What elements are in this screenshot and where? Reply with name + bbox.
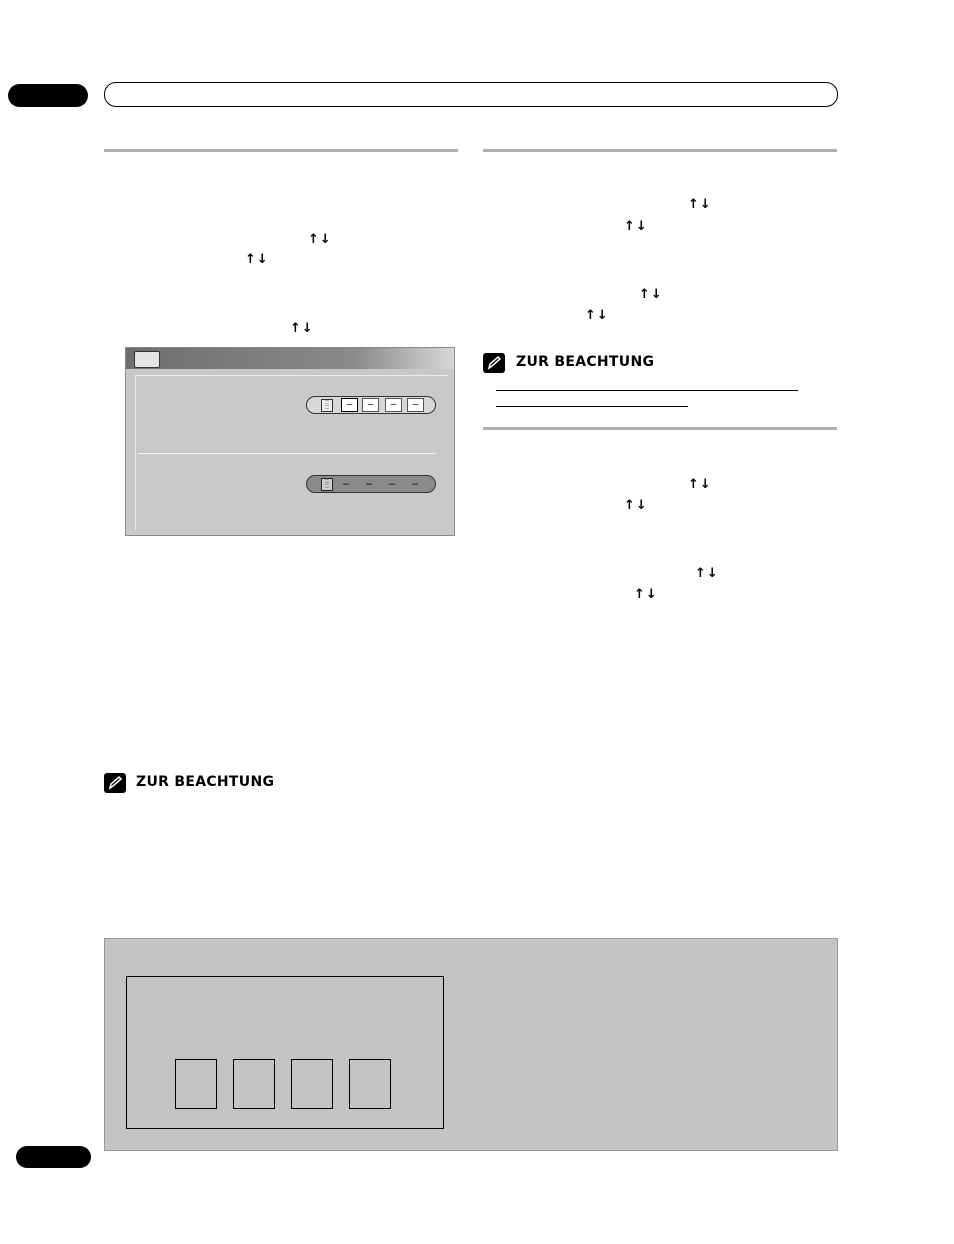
osd-divider [138, 453, 436, 454]
pencil-note-icon [104, 773, 126, 793]
code-digit-4: – [412, 478, 419, 490]
code-digit-4[interactable]: – [407, 398, 424, 412]
up-down-arrows-icon: ↑↓ [624, 219, 648, 234]
code-digit-2: – [366, 478, 373, 490]
code-digit-1: – [343, 478, 350, 490]
pencil-note-icon [483, 353, 505, 373]
code-digit-2[interactable]: – [362, 398, 379, 412]
memo-digit-box [291, 1059, 333, 1109]
memo-panel [104, 938, 838, 1151]
keypad-icon: :: :: [321, 399, 333, 412]
osd-title-bar [126, 348, 454, 369]
underline-link-2 [496, 406, 688, 407]
up-down-arrows-icon: ↑↓ [688, 197, 712, 212]
memo-digit-box [175, 1059, 217, 1109]
memo-digit-box [233, 1059, 275, 1109]
note-title: ZUR BEACHTUNG [136, 774, 275, 790]
header-bar [104, 82, 838, 107]
keypad-icon: :: :: [321, 478, 333, 491]
section-rule-left [104, 149, 458, 152]
memo-box [126, 976, 444, 1129]
osd-screen [125, 347, 455, 536]
up-down-arrows-icon: ↑↓ [624, 498, 648, 513]
up-down-arrows-icon: ↑↓ [695, 566, 719, 581]
page-number-tab [16, 1146, 91, 1168]
code-digit-1[interactable]: – [341, 398, 358, 412]
menu-icon [134, 351, 160, 368]
osd-content [135, 375, 448, 530]
note-title: ZUR BEACHTUNG [516, 354, 655, 370]
up-down-arrows-icon: ↑↓ [634, 587, 658, 602]
code-digit-3: – [389, 478, 396, 490]
up-down-arrows-icon: ↑↓ [688, 477, 712, 492]
underline-link-1 [496, 390, 798, 391]
code-input-field-2[interactable] [306, 475, 436, 493]
section-rule-right-1 [483, 149, 837, 152]
up-down-arrows-icon: ↑↓ [585, 308, 609, 323]
up-down-arrows-icon: ↑↓ [290, 321, 314, 336]
chapter-tab [8, 84, 88, 107]
memo-digit-box [349, 1059, 391, 1109]
up-down-arrows-icon: ↑↓ [308, 232, 332, 247]
section-rule-right-2 [483, 427, 837, 430]
up-down-arrows-icon: ↑↓ [639, 287, 663, 302]
code-digit-3[interactable]: – [385, 398, 402, 412]
up-down-arrows-icon: ↑↓ [245, 252, 269, 267]
code-input-field-1[interactable] [306, 396, 436, 414]
